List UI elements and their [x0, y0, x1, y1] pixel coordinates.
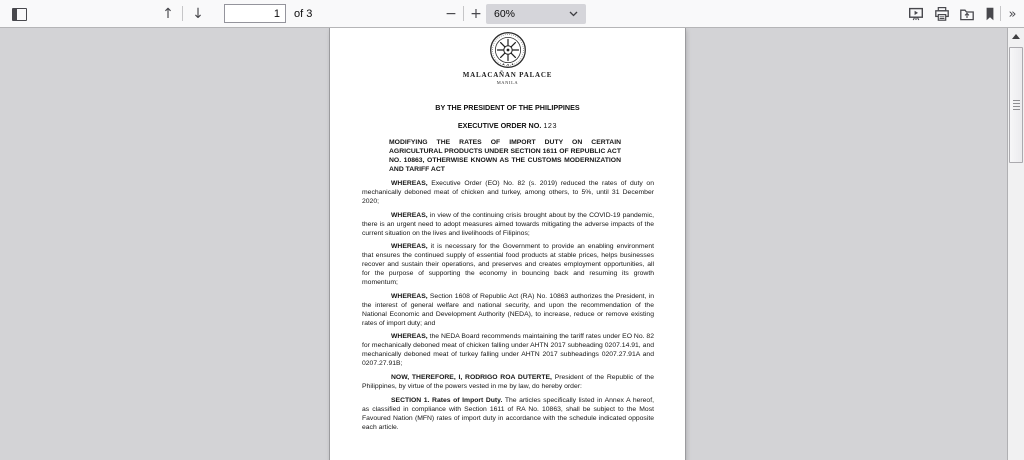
- scroll-up-arrow-icon: [1012, 34, 1020, 39]
- letterhead-palace: MALACAÑAN PALACE: [462, 71, 553, 79]
- executive-order-number-line: [330, 121, 685, 130]
- presidential-seal-icon: [489, 31, 527, 76]
- page-count-label: of 3: [294, 8, 313, 20]
- scrollbar-thumb[interactable]: [1009, 47, 1023, 163]
- print-button[interactable]: [931, 3, 953, 25]
- presentation-mode-icon: [908, 6, 924, 22]
- document-paragraph: WHEREAS, the NEDA Board recommends maintaining the tariff rates under EO No. 82 for mechanically deboned meat of chicken falling under AHTN 2017 subheading 0207.14.91, and mechanically deboned meat of turkey falling under AHTN 2017 subheadings 0207.27.91A and 0207.27.91B;: [362, 333, 654, 368]
- chevron-down-icon: [569, 11, 578, 17]
- eo-label: EXECUTIVE ORDER NO.: [457, 121, 542, 130]
- bookmark-button[interactable]: [979, 3, 1001, 25]
- arrow-down-icon: ↓: [192, 6, 204, 22]
- vertical-scrollbar[interactable]: [1007, 28, 1024, 460]
- zoom-in-button[interactable]: [465, 3, 487, 25]
- scroll-up-button[interactable]: [1008, 28, 1024, 45]
- toolbar-divider: [182, 6, 183, 21]
- document-heading: BY THE PRESIDENT OF THE PHILIPPINES: [435, 103, 580, 112]
- document-body: [362, 138, 654, 436]
- document-paragraph: WHEREAS, it is necessary for the Government to provide an enabling environment that ensures the continued supply of essential food products at stable prices, helps businesses recover and sustain their operations, and preserves and creates employment opportunities, all for the purpose of supporting the economy in bouncing back and resuming its growth momentum;: [362, 243, 654, 287]
- page-number-input[interactable]: [224, 4, 286, 23]
- toolbar-more-button[interactable]: [1001, 3, 1023, 25]
- zoom-level-select[interactable]: [486, 4, 586, 24]
- scrollbar-grip: [1013, 103, 1020, 104]
- scrollbar-grip: [1013, 109, 1020, 110]
- pdf-page-1: [330, 28, 685, 460]
- eo-subject-title: MODIFYING THE RATES OF IMPORT DUTY ON CERTAIN AGRICULTURAL PRODUCTS UNDER SECTION 1611 OF REPUBLIC ACT NO. 10863, OTHERWISE KNOWN AS THE CUSTOMS MODERNIZATION AND TARIFF ACT: [389, 139, 621, 173]
- next-page-button[interactable]: [187, 3, 209, 25]
- toolbar-divider: [463, 6, 464, 21]
- print-icon: [934, 6, 950, 22]
- sidebar-toggle-icon: [12, 8, 27, 21]
- document-paragraph: WHEREAS, Section 1608 of Republic Act (RA) No. 10863 authorizes the President, in the interest of general welfare and national security, and upon the recommendation of the National Economic and Development Authority (NEDA), to increase, reduce or remove existing rates of import duty; and: [362, 292, 654, 327]
- document-paragraph: WHEREAS, in view of the continuing crisis brought about by the COVID-19 pandemic, there is an urgent need to adopt measures aimed towards mitigating the adverse impacts of the current situation on the lives and livelihoods of Filipinos;: [362, 211, 654, 237]
- zoom-out-icon: −: [445, 6, 457, 22]
- document-paragraph: WHEREAS, Executive Order (EO) No. 82 (s. 2019) reduced the rates of duty on mechanically deboned meat of chicken and turkey, among others, to 5%, until 31 December 2020;: [362, 180, 654, 205]
- scrollbar-grip: [1013, 106, 1020, 107]
- more-tools-icon: »: [1008, 6, 1016, 22]
- document-paragraph: SECTION 1. Rates of Import Duty. The articles specifically listed in Annex A hereof, as classified in compliance with Section 1611 of RA No. 10863, shall be subject to the Most Favoured Nation (MFN) rates of import duty in accordance with the schedule indicated opposite each article.: [362, 396, 654, 431]
- save-icon: [959, 6, 975, 22]
- pdf-toolbar: [0, 0, 1024, 28]
- letterhead-city: MANILA: [496, 80, 519, 85]
- save-button[interactable]: [956, 3, 978, 25]
- previous-page-button[interactable]: [157, 3, 179, 25]
- bookmark-icon: [982, 6, 998, 22]
- viewer-area[interactable]: [0, 28, 1024, 460]
- arrow-up-icon: ↑: [162, 6, 174, 22]
- presentation-mode-button[interactable]: [905, 3, 927, 25]
- zoom-out-button[interactable]: [440, 3, 462, 25]
- eo-number: 123: [543, 121, 558, 130]
- document-paragraph: NOW, THEREFORE, I, RODRIGO ROA DUTERTE, President of the Republic of the Philippines, by virtue of the powers vested in me by law, do hereby order:: [362, 373, 654, 390]
- scrollbar-grip: [1013, 100, 1020, 101]
- zoom-level-value: 60%: [494, 8, 516, 20]
- sidebar-toggle-button[interactable]: [8, 3, 30, 25]
- zoom-in-icon: +: [470, 6, 482, 22]
